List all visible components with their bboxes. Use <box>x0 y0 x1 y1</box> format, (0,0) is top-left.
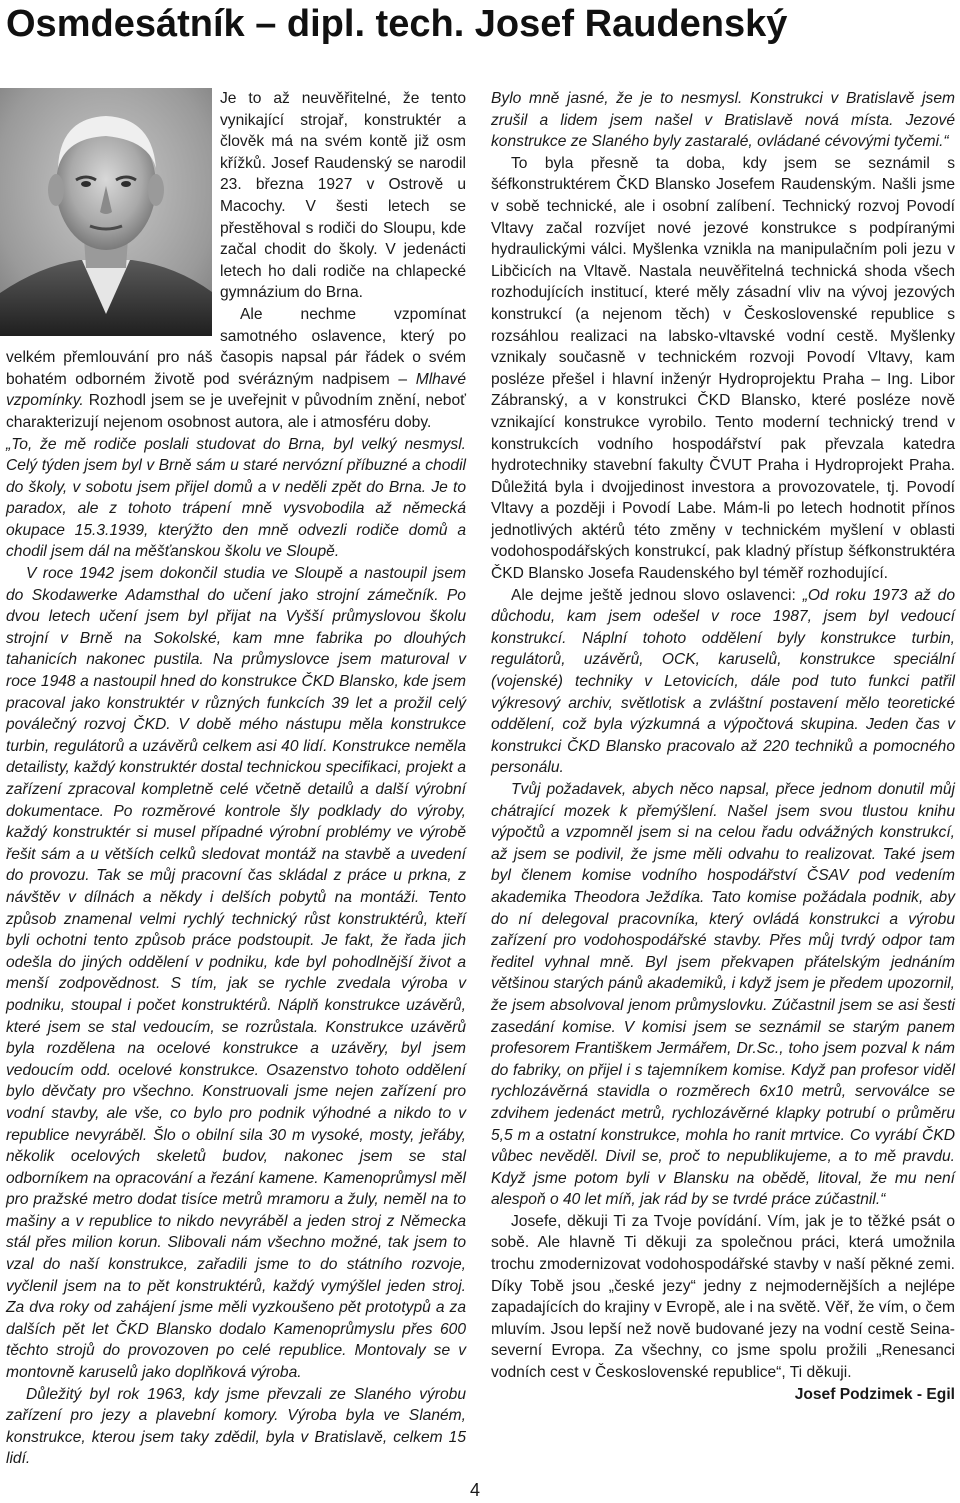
memoir-paragraph-4: Bylo mně jasné, že je to nesmysl. Konstrukci v Bratislavě jsem zrušil a lidem jsem našel v Bratislavě nová místa. Jezové konstrukce ze Slaného byly zastaralé, ovládané cévovými tyčemi.“ <box>491 90 955 151</box>
article-title: Osmdesátník – dipl. tech. Josef Raudenský <box>6 3 788 45</box>
text-run: Ale nechme vzpomínat samotného oslavence, který po velkém přemlouvání pro náš časopis napsal pár řádek o svém bohatém odborném životě pod svérázným nadpisem – <box>6 305 466 388</box>
portrait-photo <box>0 88 212 336</box>
page-number: 4 <box>470 1480 481 1500</box>
left-column <box>6 88 466 1470</box>
memoir-quote: „Od roku 1973 až do důchodu, kam jsem odešel v roce 1987, jsem byl vedoucí konstrukcí. Náplní tohoto oddělení byly konstrukce turbin, regulátorů, uzávěrů, OCK, karuselů, konstrukce speciální (vojenské) techniky v Letovicích, dále pod tuto funkci patřil výkresový archiv, světlotisk a zvláštní postavení mělo teoretické oddělení, což byla výzkumná a výpočtová skupina. Jeden čas v konstrukci ČKD Blansko pracovalo až 220 techniků a pomocného personálu. <box>491 586 955 777</box>
right-column <box>491 88 955 1405</box>
author-paragraph-1: To byla přesně ta doba, kdy jsem se seznámil s šéfkonstruktérem ČKD Blansko Josefem Raudenským. Našli jsme v sobě technické, ale i osobní zalíbení. Technický rozvoj Povodí Vltavy začal rozvíjet nové jezové konstrukce s podpíranými hydraulickými válci. Myšlenka vznikla na manipulačním poli jezu v Libčicích na Vltavě. Nastala neuvěřitelná technická shoda všech rozhodujících institucí, které měly zásadní vliv na vývoj jezových konstrukcí (a nejenom těch) v Československé republice s rozsáhlou realizaci na labsko-vltavské vodní cestě. Myšlenky vznikaly současně v technickém rozvoji Povodí Vltavy, kam posléze přešel i hlavní inženýr Hydroprojektu Praha – Ing. Libor Zábranský, a v konstrukci ČKD Blansko, které posléze nově vznikající konstrukce vyrobilo. Tento moderní technický trend v konstrukcích vodního hospodářství pak převzala katedra hydrotechniky stavební fakulty ČVUT Praha i Hydroprojekt Praha. Důležitá byla i dvojjedinost investora a provozovatele, tj. Povodí Vltavy a později i Povodí Labe. Mám-li po letech hodnotit přínos jednotlivých aktérů této změny v technickém myšlení v oblasti vodohospodářských konstrukcí, pak kladný přístup šéfkonstruktéra ČKD Blansko Josefa Raudenského byl téměř rozhodující. <box>491 154 955 583</box>
text-run: Rozhodl jsem se je uveřejnit v původním znění, neboť charakterizují nejenom osobnost autora, ale i atmosféru doby. <box>6 392 466 431</box>
intro-paragraph: Je to až neuvěřitelné, že tento vynikající strojař, konstruktér a člověk má na svém kontě již osm křížků. Josef Raudenský se narodil 23. března 1927 v Ostrově u Macochy. V šesti letech se přestěhoval s rodiči do Sloupu, kde začal chodit do školy. V jedenácti letech ho dali rodiče na chlapecké gymnázium do Brna. <box>220 90 466 302</box>
memoir-paragraph-3: Důležitý byl rok 1963, kdy jsme převzali ze Slaného výrobu zařízení pro jezy a plavební komory. Výroba byla ve Slaném, konstrukce, kterou jsem taky zdědil, byla v Bratislavě, celkem 15 lidí. <box>6 1385 466 1468</box>
memoir-paragraph-2: V roce 1942 jsem dokončil studia ve Sloupě a nastoupil jsem do Skodawerke Adamsthal do učení jako strojní zámečník. Po dvou letech učení jsem byl přijat na Vyšší průmyslovou školu strojní v Brně na Sokolské, kam mne fabrika po dlouhých tahanicích nakonec pustila. Na průmyslovce jsem maturoval v roce 1948 a nastoupil hned do konstrukce ČKD Blansko, kde jsem pracoval jako konstruktér v různých funkcích 39 let a prožil celý poválečný rozvoj ČKD. V době mého nástupu měla konstrukce turbin, regulátorů a uzávěrů celkem asi 40 lidí. Konstrukce neměla detailisty, každý konstruktér dostal technickou specifikaci, projekt a zařízení zpracoval kompletně celé včetně detailů a další výrobní dokumentace. Po rozměrové kontrole šly podklady do výroby, každý konstruktér si musel případné výrobní problémy ve výrobě řešit sám a u větších celků sledovat montáž na stavbě a uvedení do provozu. Tak se můj pracovní čas skládal z práce u prkna, z návštěv v dílnách a někdy i delších pobytů na montáži. Tento způsob znamenal velmi rychlý technický růst konstruktérů, kteří byli ochotni tento způsob práce podstoupit. Je fakt, že řada jich odešla do jiných oddělení v podniku, kde byl pohodlnější život a menší zodpovědnost. S tím, jak se rychle zvedala výroba v podniku, stoupal i počet konstruktérů. Náplň konstrukce uzávěrů, které jsem se stal vedoucím, se rozrůstala. Konstrukce uzávěrů byla rozdělena na ocelové konstrukce a uzávěry, byl jsem vedoucím odd. ocelové konstrukce. Osazenstvo tohoto oddělení bylo děvčaty pro všechno. Konstruovali jsme nejen zařízení pro vodní stavby, ale vše, co bylo pro podnik výhodné a nikdo to v republice nevyráběl. Šlo o obilní sila 30 m vysoké, mosty, jeřáby, několik ocelových skeletů budov, nakonec jsem se stal odborníkem na opracování a řezání kamene. Kamenoprůmysl měl pro pražské metro dodat tisíce metrů mramoru a žuly, neměl na to mašiny a v republice to nikdo nevyráběl a jeden stroj z Německa stál přes milion korun. Slibovali nám všechno možné, tak jsem to vzal do naší konstrukce, zařadili jsme to do státního rozvoje, vyčlenil jsem na to pět konstruktérů, každý vymýšlel jeden stroj. Za dva roky od zahájení jsme měli vyzkoušeno pět prototypů a za dalších pět let ČKD Blansko dodalo Kamenoprůmyslu přes 600 těchto strojů do provozoven po celé republice. Montovaly se v montovně karuselů jako doplňková výroba. <box>6 565 466 1382</box>
signature: Josef Podzimek - Egil <box>794 1385 955 1403</box>
memoir-title: Mlhavé vzpomínky. <box>6 370 466 410</box>
closing-paragraph: Josefe, děkuji Ti za Tvoje povídání. Vím, jak je to těžké psát o sobě. Ale hlavně Ti děkuji za společnou práci, která umožnila trochu zmodernizovat vodohospodářské stavby v naší pěkné zemi. Díky Tobě jsou „české jezy“ jedny z nejmodernějších a nejlépe zapadajících do krajiny v Evropě, ale i na světě. Věř, že vím, o čem mluvím. Jsou lepší než nově budované jezy na vodní cestě Seina-severní Evropa. Za všechny, co jsme spolu prožili „Renesanci vodních cest v Československé republice“, Ti děkuji. <box>491 1212 955 1382</box>
memoir-paragraph-5: Tvůj požadavek, abych něco napsal, přece jednom donutil můj chátrající mozek k přemýšlení. Našel jsem svou tlustou knihu výpočtů a vzpomněl jsem si na celou řadu odvážných konstrukcí, až jsem se podivil, že jsme měli odvahu to realizovat. Také jsem byl členem komise vodního hospodářství ČSAV pod vedením akademika Theodora Ježdíka. Tato komise požádala podnik, aby do ní delegoval pracovníka, který ovládá konstrukci a výrobu zařízení pro vodohospodářské stavby. Přes můj tvrdý odpor tam ředitel vyhnal mně. Byl jsem překvapen přátelským jednáním většinou starých pánů akademiků, i když jsem je předem upozornil, že jsem absolvoval jenom průmyslovku. Zúčastnil jsem se asi šesti zasedání komise. V komisi jsem se seznámil se starým panem profesorem Františkem Jermářem, Dr.Sc., toho jsem pozval k nám do fabriky, on přijel i s tajemníkem komise. Když pan profesor viděl rychlozávěrná stavidla o rozměrech 6x10 metrů, servoválce se zdvihem jedenáct metrů, rychlozávěrné klapky potrubí o průměru 5,5 m a ostatní konstrukce, mohla ho ranit mrtvice. Co vyrábí ČKD vůbec nevěděl. Divil se, proč to nepublikujeme, a to mě pravdu. Když jsme potom byli v Blansku na obědě, litoval, že mu není alespoň o 40 let míň, jak rád by se tvrdé práce zúčastnil.“ <box>491 781 955 1209</box>
text-run: Ale dejme ještě jednou slovo oslavenci: <box>511 586 803 604</box>
author-paragraph-2 <box>491 585 955 779</box>
memoir-paragraph-1: „To, že mě rodiče poslali studovat do Brna, byl velký nesmysl. Celý týden jsem byl v Brně sám u staré nervózní příbuzné a chodil do školy, v sobotu jsem přijel domů a v neděli zpět do Brna. Je to paradox, ale z tohoto trápení mně vysvobodila až německá okupace 15.3.1939, kterýžto den mně odvezli rodiče domů a chodil jsem dál na měšťanskou školu ve Sloupě. <box>6 435 466 561</box>
